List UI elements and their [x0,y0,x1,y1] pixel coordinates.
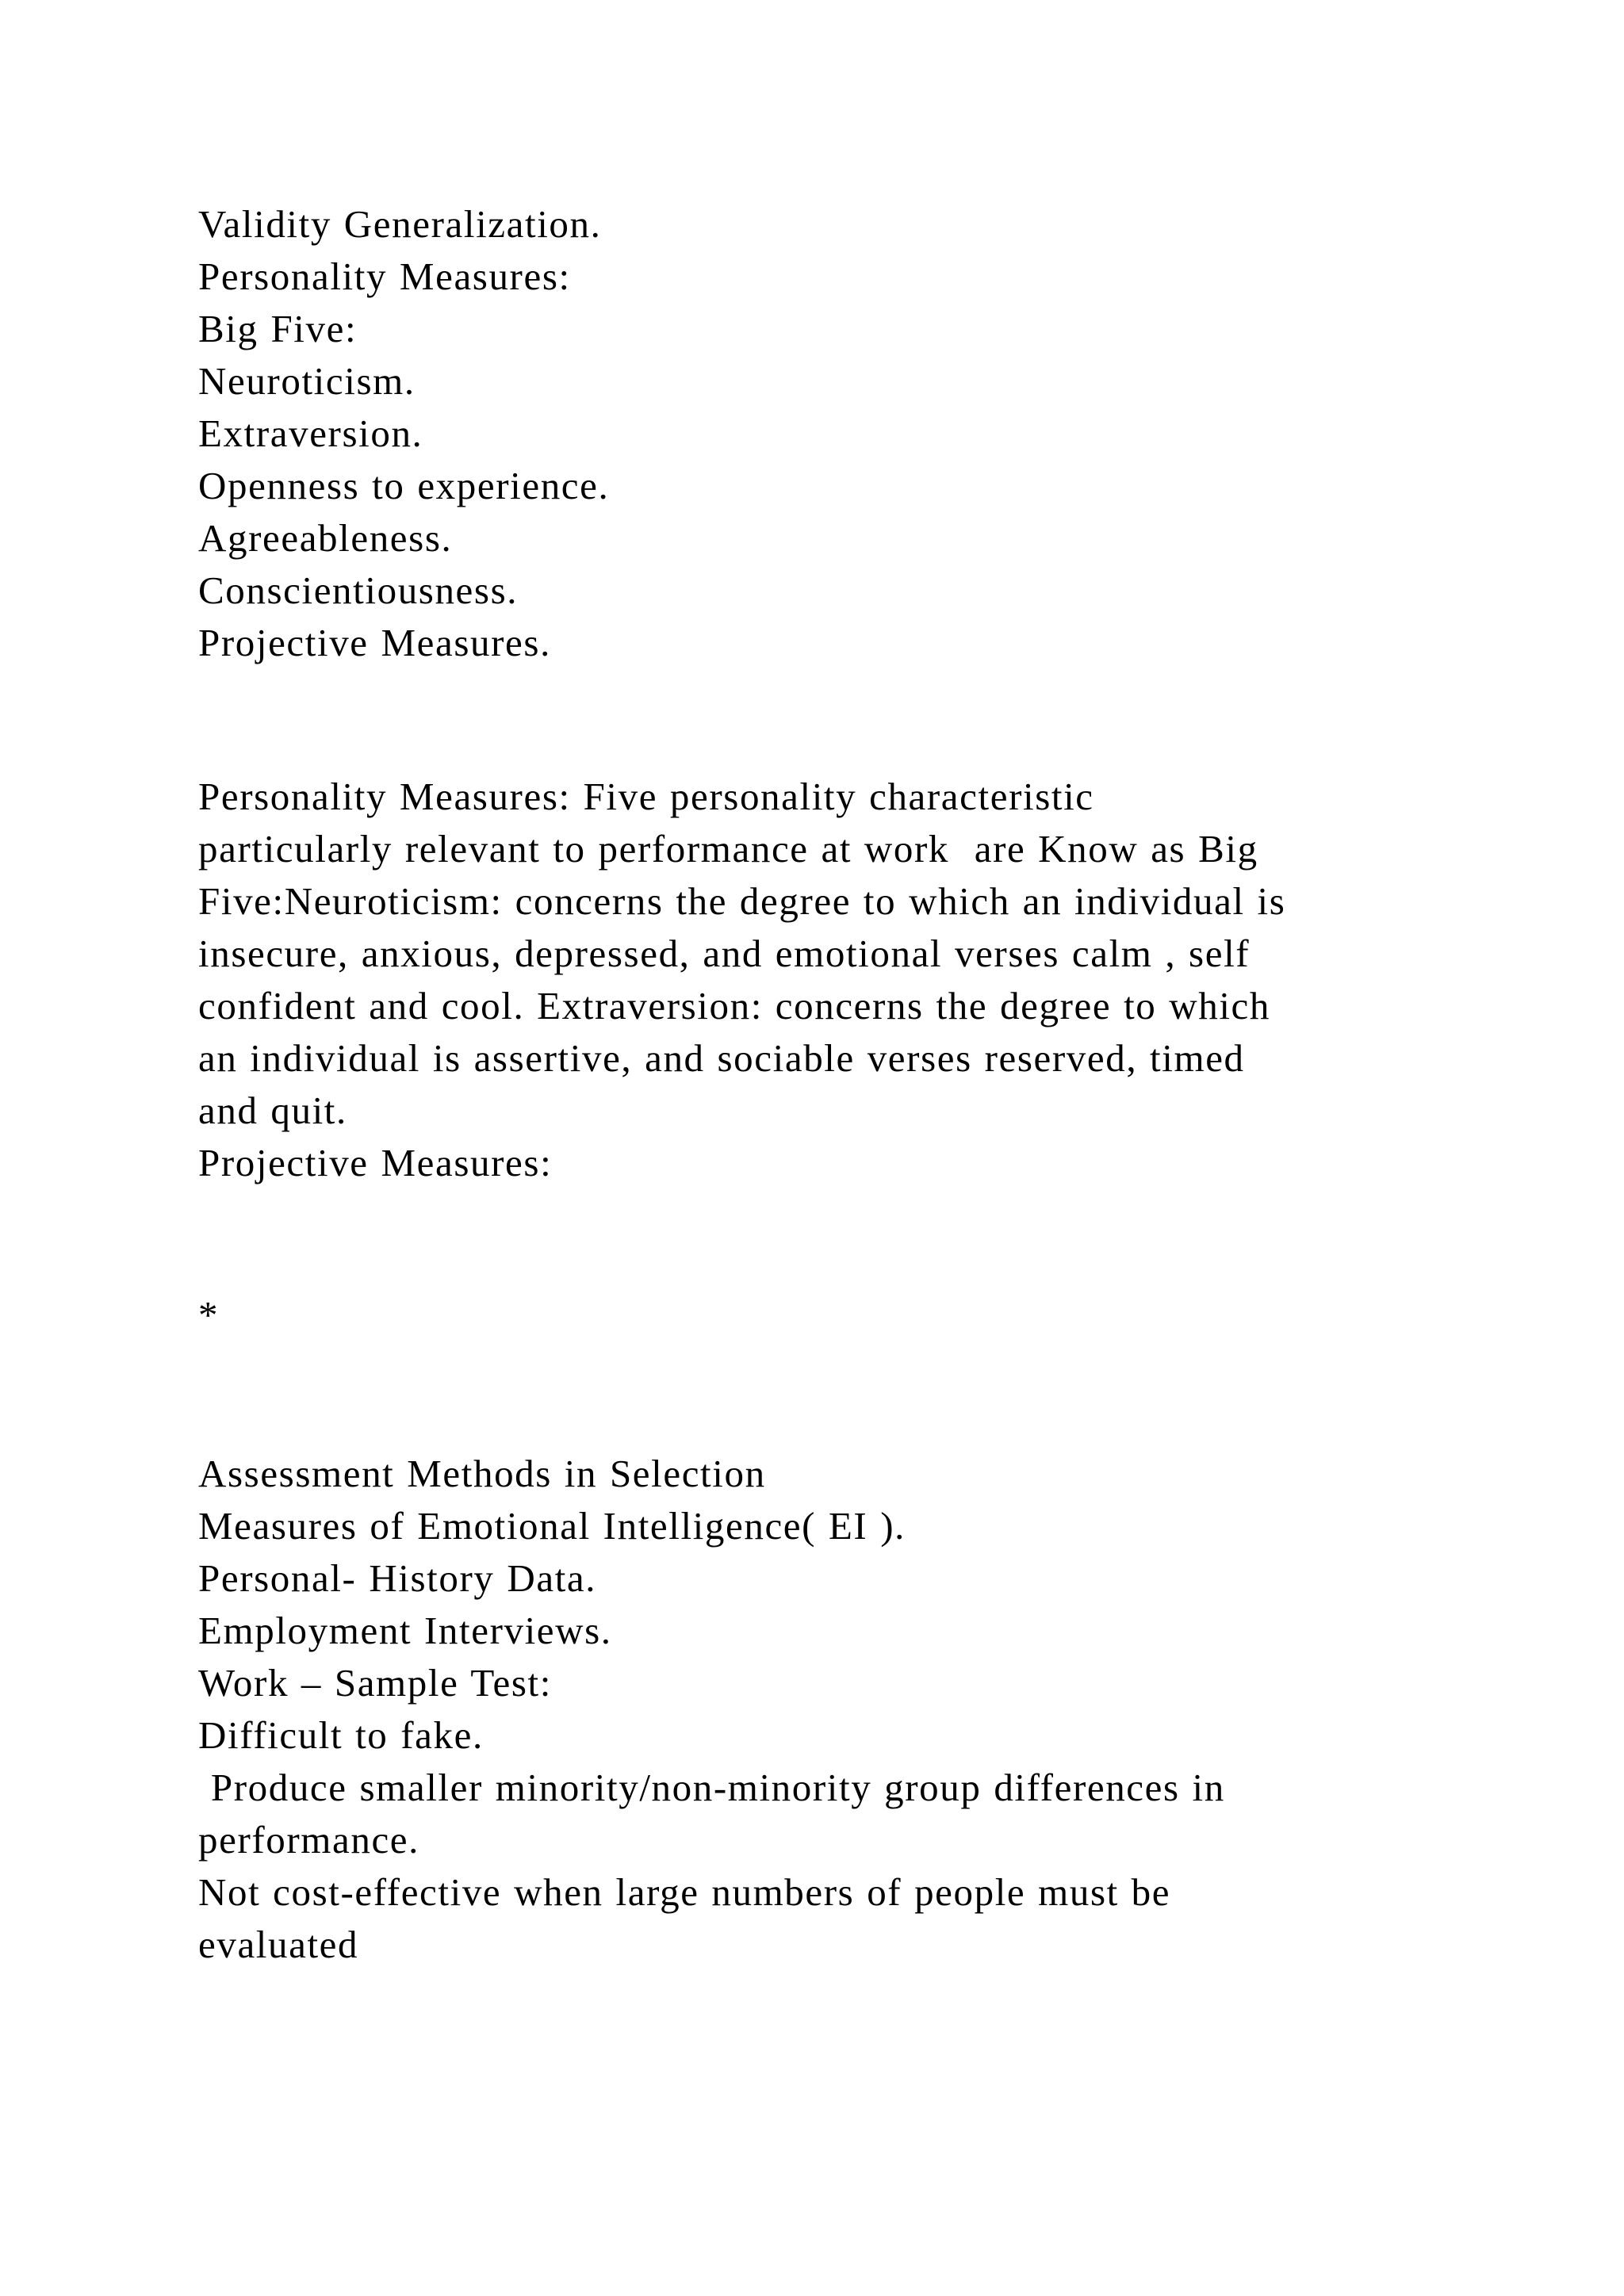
outline-line: Not cost-effective when large numbers of people must be [198,1870,1171,1914]
outline-line: Neuroticism. [198,359,416,403]
slide-separator [198,1289,1507,1341]
notes-paragraph [198,771,1507,1189]
paragraph-line: and quit. [198,1089,347,1132]
outline-line: Personality Measures: [198,254,571,298]
paragraph-line: Personality Measures: Five personality characteristic [198,775,1094,818]
outline-section-1 [198,198,1507,669]
paragraph-line: Projective Measures: [198,1141,553,1184]
outline-line: Produce smaller minority/non-minority group differences in [198,1766,1225,1809]
outline-line: Work – Sample Test: [198,1661,552,1705]
paragraph-line: an individual is assertive, and sociable verses reserved, timed [198,1036,1245,1080]
asterisk-separator: * [198,1293,220,1337]
outline-line: Difficult to fake. [198,1713,484,1757]
outline-line: performance. [198,1818,420,1862]
outline-line: Validity Generalization. [198,202,602,246]
outline-line: Extraversion. [198,411,423,455]
outline-line: evaluated [198,1923,359,1966]
outline-line: Personal- History Data. [198,1556,597,1600]
paragraph-line: insecure, anxious, depressed, and emotional verses calm , self [198,932,1251,975]
outline-section-2 [198,1448,1507,1971]
section-heading: Assessment Methods in Selection [198,1452,766,1495]
outline-line: Employment Interviews. [198,1609,612,1652]
outline-line: Big Five: [198,307,358,350]
outline-line: Openness to experience. [198,464,610,507]
paragraph-line: Five:Neuroticism: concerns the degree to which an individual is [198,879,1286,923]
paragraph-line: confident and cool. Extraversion: concerns the degree to which [198,984,1270,1027]
paragraph-line: particularly relevant to performance at work are Know as Big [198,827,1258,871]
outline-line: Conscientiousness. [198,568,519,612]
outline-line: Agreeableness. [198,516,453,560]
outline-line: Projective Measures. [198,621,551,664]
outline-line: Measures of Emotional Intelligence( EI ). [198,1504,906,1548]
